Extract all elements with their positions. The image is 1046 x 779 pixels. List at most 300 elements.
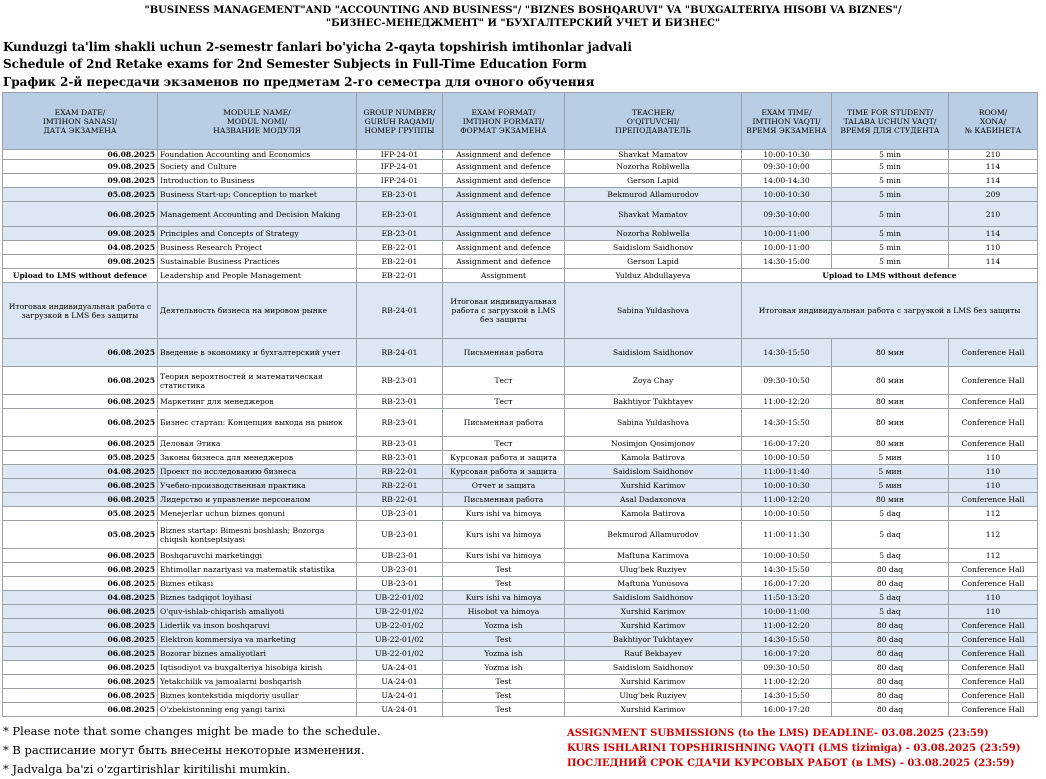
table-cell: Деловая Этика [158, 437, 357, 451]
table-cell: 110 [949, 241, 1038, 255]
table-cell: RB-23-01 [357, 367, 443, 395]
table-cell: Zoya Chay [565, 367, 742, 395]
table-cell: 209 [949, 188, 1038, 202]
header-line-1: "BUSINESS MANAGEMENT"AND "ACCOUNTING AND BUSINESS"/ "BIZNES BOSHQARUVI" VA "BUXGALTERIYA HISOBI VA BIZNES"/ [144, 5, 902, 16]
table-cell: UB-23-01 [357, 549, 443, 563]
table-cell: Test [443, 675, 565, 689]
table-cell: O'quv-ishlab-chiqarish amaliyoti [158, 605, 357, 619]
table-cell: Upload to LMS without defence [3, 269, 158, 283]
table-row [3, 269, 1038, 283]
table-cell: Nosimjon Qosimjonov [565, 437, 742, 451]
table-row [3, 577, 1038, 591]
table-cell: 112 [949, 521, 1038, 549]
table-cell: UA-24-01 [357, 689, 443, 703]
table-row [3, 689, 1038, 703]
table-cell: Test [443, 689, 565, 703]
table-cell: Курсовая работа и защита [443, 451, 565, 465]
table-cell: 110 [949, 465, 1038, 479]
table-cell: 06.08.2025 [3, 577, 158, 591]
table-row [3, 227, 1038, 241]
table-row [3, 283, 1038, 339]
table-row [3, 619, 1038, 633]
column-header-line: MODUL NOMI/ [226, 116, 288, 126]
table-cell: 06.08.2025 [3, 647, 158, 661]
table-cell: Liderlik va inson boshqaruvi [158, 619, 357, 633]
column-header-exam-date [3, 93, 158, 150]
table-cell: 110 [949, 605, 1038, 619]
subtitle-en: Schedule of 2nd Retake exams for 2nd Semester Subjects in Full-Time Education Form [3, 57, 587, 71]
table-cell: Assignment and defence [443, 241, 565, 255]
table-cell: Biznes etikasi [158, 577, 357, 591]
table-cell: Assignment and defence [443, 255, 565, 269]
column-header-room [949, 93, 1038, 150]
table-cell: 80 мин [832, 367, 949, 395]
table-cell: EB-23-01 [357, 227, 443, 241]
table-cell: Maftuna Yunusova [565, 577, 742, 591]
table-cell: 06.08.2025 [3, 563, 158, 577]
table-cell: 80 daq [832, 703, 949, 717]
table-cell: 10:00-10:30 [742, 150, 832, 160]
table-header-row [3, 93, 1038, 150]
table-row [3, 202, 1038, 227]
table-cell: Biznes tadqiqot loyihasi [158, 591, 357, 605]
table-cell: 06.08.2025 [3, 689, 158, 703]
column-header-line: EXAM DATE/ [54, 107, 106, 117]
column-header-group-number [357, 93, 443, 150]
table-cell: 06.08.2025 [3, 675, 158, 689]
column-header-line: GURUH RAQAMI/ [364, 116, 435, 126]
table-row [3, 493, 1038, 507]
column-header-line: TEACHER/ [631, 107, 675, 117]
column-header-line: MODULE NAME/ [223, 107, 291, 117]
table-cell: Upload to LMS without defence [742, 269, 1038, 283]
table-cell: 11:00-11:30 [742, 521, 832, 549]
table-row [3, 647, 1038, 661]
table-row [3, 633, 1038, 647]
table-cell: 5 min [832, 255, 949, 269]
table-cell: 09:30-10:00 [742, 202, 832, 227]
table-cell: 06.08.2025 [3, 395, 158, 409]
column-header-exam-format [443, 93, 565, 150]
table-cell: Письменная работа [443, 339, 565, 367]
table-cell: Yozma ish [443, 619, 565, 633]
table-cell: 80 daq [832, 661, 949, 675]
schedule-table [2, 92, 1038, 717]
table-cell: 06.08.2025 [3, 202, 158, 227]
table-cell: Введение в экономику и бухгалтерский учет [158, 339, 357, 367]
table-cell: 06.08.2025 [3, 549, 158, 563]
table-cell: Conference Hall [949, 661, 1038, 675]
header-line-2: "БИЗНЕС-МЕНЕДЖМЕНТ" И "БУХГАЛТЕРСКИЙ УЧЕТ И БИЗНЕС" [325, 18, 721, 29]
column-header-line: O'QITUVCHI/ [626, 116, 680, 126]
table-cell: Бизнес стартап: Концепция выхода на рынок [158, 409, 357, 437]
table-cell: 04.08.2025 [3, 591, 158, 605]
column-header-line: XONA/ [979, 116, 1007, 126]
table-cell: 5 min [832, 241, 949, 255]
column-header-line: ВРЕМЯ ЭКЗАМЕНА [746, 125, 827, 135]
table-cell: 80 daq [832, 689, 949, 703]
table-cell: Saidislom Saidhonov [565, 465, 742, 479]
table-cell: 16:00-17:20 [742, 647, 832, 661]
table-cell: UB-22-01/02 [357, 605, 443, 619]
column-header-line: НОМЕР ГРУППЫ [364, 125, 435, 135]
table-cell: UB-23-01 [357, 577, 443, 591]
table-cell: Письменная работа [443, 409, 565, 437]
column-header-line: НАЗВАНИЕ МОДУЛЯ [213, 125, 301, 135]
table-cell: Society and Culture [158, 160, 357, 174]
table-cell: UB-22-01/02 [357, 647, 443, 661]
table-cell: Maftuna Karimova [565, 549, 742, 563]
table-cell: 10:00-11:00 [742, 227, 832, 241]
table-cell: Shavkat Mamatov [565, 150, 742, 160]
table-cell: 80 daq [832, 577, 949, 591]
table-row [3, 367, 1038, 395]
table-cell: UA-24-01 [357, 675, 443, 689]
table-cell: 06.08.2025 [3, 367, 158, 395]
table-cell: 80 daq [832, 675, 949, 689]
table-cell: 10:00-10:30 [742, 188, 832, 202]
table-cell: 5 daq [832, 507, 949, 521]
table-cell: 80 мин [832, 493, 949, 507]
table-cell: 06.08.2025 [3, 409, 158, 437]
table-cell: 06.08.2025 [3, 479, 158, 493]
column-header-time-for-student [832, 93, 949, 150]
table-cell: 06.08.2025 [3, 703, 158, 717]
table-cell: 5 daq [832, 591, 949, 605]
table-cell: Итоговая индивидуальная работа с загрузкой в LMS без защиты [3, 283, 158, 339]
table-cell: Xurshid Karimov [565, 605, 742, 619]
table-row [3, 255, 1038, 269]
table-cell: 114 [949, 174, 1038, 188]
note-en: * Please note that some changes might be made to the schedule. [3, 724, 381, 738]
table-cell: Письменная работа [443, 493, 565, 507]
table-cell: Assignment and defence [443, 227, 565, 241]
table-cell: Hisobot va himoya [443, 605, 565, 619]
table-cell: Итоговая индивидуальная работа с загрузкой в LMS без защиты [742, 283, 1038, 339]
table-row [3, 339, 1038, 367]
table-cell: Conference Hall [949, 395, 1038, 409]
table-cell: 06.08.2025 [3, 661, 158, 675]
table-cell: 80 daq [832, 619, 949, 633]
deadline-uz: KURS ISHLARINI TOPSHIRISHNING VAQTI (LMS tizimiga) - 03.08.2025 (23:59) [567, 743, 1021, 754]
table-cell: UB-22-01/02 [357, 619, 443, 633]
table-cell: Leadership and People Management [158, 269, 357, 283]
table-cell: Test [443, 577, 565, 591]
table-cell: 5 daq [832, 549, 949, 563]
table-cell: Ulug'bek Ruziyev [565, 563, 742, 577]
table-cell: 04.08.2025 [3, 241, 158, 255]
table-body [3, 150, 1038, 717]
table-cell: Saidislom Saidhonov [565, 661, 742, 675]
table-cell: Nozorha Roblwella [565, 160, 742, 174]
table-cell: 5 min [832, 202, 949, 227]
column-header-line: ФОРМАТ ЭКЗАМЕНА [460, 125, 547, 135]
table-cell: Ulug'bek Ruziyev [565, 689, 742, 703]
table-cell: 09.08.2025 [3, 174, 158, 188]
table-cell: 06.08.2025 [3, 150, 158, 160]
table-cell: 10:00-10:50 [742, 507, 832, 521]
table-cell: RB-24-01 [357, 283, 443, 339]
table-cell: Conference Hall [949, 493, 1038, 507]
table-cell: UA-24-01 [357, 661, 443, 675]
table-row [3, 174, 1038, 188]
table-cell: 114 [949, 255, 1038, 269]
table-cell: 14:30-15:50 [742, 409, 832, 437]
table-cell: 06.08.2025 [3, 605, 158, 619]
table-row [3, 605, 1038, 619]
table-cell: Test [443, 563, 565, 577]
table-cell: Kurs ishi va himoya [443, 591, 565, 605]
column-header-line: ПРЕПОДАВАТЕЛЬ [615, 125, 691, 135]
column-header-line: ВРЕМЯ ДЛЯ СТУДЕНТА [840, 125, 940, 135]
table-cell: Kurs ishi va himoya [443, 521, 565, 549]
table-cell: Bozorar biznes amaliyotlari [158, 647, 357, 661]
table-cell: 14:30-15:50 [742, 339, 832, 367]
table-cell: 5 min [832, 188, 949, 202]
table-cell: Тест [443, 395, 565, 409]
table-cell: 11:00-12:20 [742, 619, 832, 633]
table-cell: 16:00-17:20 [742, 703, 832, 717]
table-cell: Gerson Lapid [565, 255, 742, 269]
table-cell: 210 [949, 150, 1038, 160]
table-cell: Saidislom Saidhonov [565, 339, 742, 367]
table-cell: 5 min [832, 227, 949, 241]
column-header-line: TALABA UCHUN VAQT/ [843, 116, 937, 126]
table-cell: 110 [949, 451, 1038, 465]
table-cell: 10:00-10:50 [742, 549, 832, 563]
table-cell: Bakhtiyor Tukhtayev [565, 395, 742, 409]
table-cell: 06.08.2025 [3, 437, 158, 451]
table-cell: 11:00-12:20 [742, 675, 832, 689]
table-cell: Conference Hall [949, 619, 1038, 633]
table-row [3, 675, 1038, 689]
table-row [3, 549, 1038, 563]
table-cell: 114 [949, 160, 1038, 174]
table-cell: Conference Hall [949, 339, 1038, 367]
table-cell: Management Accounting and Decision Making [158, 202, 357, 227]
table-cell: 80 daq [832, 563, 949, 577]
note-uz: * Jadvalga ba'zi o'zgartirishlar kiritilishi mumkin. [3, 762, 291, 776]
column-header-line: EXAM FORMAT/ [471, 107, 536, 117]
table-cell: EB-23-01 [357, 188, 443, 202]
subtitle-uz: Kunduzgi ta'lim shakli uchun 2-semestr fanlari bo'yicha 2-qayta topshirish imtihonlar jadvali [3, 40, 632, 54]
column-header-line: IMTIHON VAQTI/ [752, 116, 821, 126]
table-cell: RB-23-01 [357, 409, 443, 437]
table-cell: Introduction to Business [158, 174, 357, 188]
table-row [3, 563, 1038, 577]
table-cell: 80 мин [832, 409, 949, 437]
table-cell: EB-22-01 [357, 269, 443, 283]
table-cell: Principles and Concepts of Strategy [158, 227, 357, 241]
table-cell: Rauf Bekbayev [565, 647, 742, 661]
table-cell: Foundation Accounting and Economics [158, 150, 357, 160]
table-cell: RB-23-01 [357, 395, 443, 409]
table-row [3, 479, 1038, 493]
table-cell: UB-22-01/02 [357, 591, 443, 605]
table-cell: 5 мин [832, 465, 949, 479]
deadline-ru: ПОСЛЕДНИЙ СРОК СДАЧИ КУРСОВЫХ РАБОТ (в LMS) - 03.08.2025 (23:59) [567, 758, 1015, 769]
table-cell: Проект по исследованию бизнеса [158, 465, 357, 479]
table-cell: 112 [949, 549, 1038, 563]
table-row [3, 661, 1038, 675]
table-cell: Shavkat Mamatov [565, 202, 742, 227]
table-cell: Bekmurod Allamurodov [565, 521, 742, 549]
table-row [3, 521, 1038, 549]
table-cell: 05.08.2025 [3, 451, 158, 465]
column-header-line: ДАТА ЭКЗАМЕНА [43, 125, 117, 135]
table-cell: Conference Hall [949, 563, 1038, 577]
table-cell: 16:00-17:20 [742, 437, 832, 451]
table-cell: Business Start-up: Conception to market [158, 188, 357, 202]
table-cell: Test [443, 703, 565, 717]
table-cell: UB-23-01 [357, 507, 443, 521]
table-cell: 11:50-13:20 [742, 591, 832, 605]
table-cell: 114 [949, 227, 1038, 241]
table-cell: 14:30-15:50 [742, 689, 832, 703]
table-cell: 80 мин [832, 339, 949, 367]
table-cell: Sustainable Business Practices [158, 255, 357, 269]
table-cell: 06.08.2025 [3, 339, 158, 367]
table-cell: 09:30-10:50 [742, 367, 832, 395]
table-cell: Biznes startap: Bimesni boshlash; Bozorga chiqish kontseptsiyasi [158, 521, 357, 549]
table-cell: RB-23-01 [357, 437, 443, 451]
table-cell: RB-23-01 [357, 451, 443, 465]
table-cell: 05.08.2025 [3, 507, 158, 521]
table-row [3, 241, 1038, 255]
table-cell: 5 min [832, 160, 949, 174]
table-cell: RB-22-01 [357, 493, 443, 507]
table-cell: Yetakchilik va jamoalarni boshqarish [158, 675, 357, 689]
table-cell: Gerson Lapid [565, 174, 742, 188]
table-cell: Test [443, 633, 565, 647]
table-cell: Kurs ishi va himoya [443, 507, 565, 521]
table-cell: EB-22-01 [357, 241, 443, 255]
table-cell: Conference Hall [949, 437, 1038, 451]
table-row [3, 409, 1038, 437]
notes [3, 722, 381, 779]
table-cell: 16:00-17:20 [742, 577, 832, 591]
table-cell: 80 daq [832, 647, 949, 661]
table-cell: Лидерство и управление персоналом [158, 493, 357, 507]
table-cell: UA-24-01 [357, 703, 443, 717]
table-cell: Conference Hall [949, 675, 1038, 689]
table-cell: 210 [949, 202, 1038, 227]
table-cell: Conference Hall [949, 633, 1038, 647]
deadline-en: ASSIGNMENT SUBMISSIONS (to the LMS) DEADLINE- 03.08.2025 (23:59) [567, 728, 989, 739]
table-cell: 80 мин [832, 437, 949, 451]
table-cell: Sabina Yuldashova [565, 409, 742, 437]
table-cell: 11:00-11:40 [742, 465, 832, 479]
table-cell: Тест [443, 367, 565, 395]
subtitle-ru: График 2-й пересдачи экзаменов по предметам 2-го семестра для очного обучения [3, 75, 595, 89]
table-cell: Отчет и защита [443, 479, 565, 493]
table-cell: 14:00-14:30 [742, 174, 832, 188]
table-cell: 5 мин [832, 479, 949, 493]
table-cell: 05.08.2025 [3, 188, 158, 202]
note-ru: * В расписание могут быть внесены некоторые изменения. [3, 743, 365, 757]
table-cell: O'zbekistonning eng yangi tarixi [158, 703, 357, 717]
table-cell: Kurs ishi va himoya [443, 549, 565, 563]
table-cell: Nozorha Roblwella [565, 227, 742, 241]
column-header-line: № КАБИНЕТА [964, 125, 1022, 135]
table-cell: Kamola Batirova [565, 451, 742, 465]
table-cell: UB-23-01 [357, 563, 443, 577]
table-cell: IFP-24-01 [357, 160, 443, 174]
table-cell: 11:00-12:20 [742, 395, 832, 409]
table-cell: Conference Hall [949, 577, 1038, 591]
table-cell: 14:30-15:50 [742, 633, 832, 647]
table-cell: 09:30-10:00 [742, 160, 832, 174]
table-row [3, 437, 1038, 451]
column-header-teacher [565, 93, 742, 150]
table-row [3, 188, 1038, 202]
table-cell: 05.08.2025 [3, 521, 158, 549]
table-cell: Учебно-производственная практика [158, 479, 357, 493]
table-cell: 112 [949, 507, 1038, 521]
table-cell: 09.08.2025 [3, 255, 158, 269]
table-row [3, 465, 1038, 479]
table-cell: 09:30-10:50 [742, 661, 832, 675]
column-header-line: IMTIHON FORMATI/ [462, 116, 545, 126]
table-cell: Menejerlar uchun biznes qonuni [158, 507, 357, 521]
table-cell: 5 min [832, 150, 949, 160]
table-cell: EB-22-01 [357, 255, 443, 269]
table-cell: 5 мин [832, 451, 949, 465]
table-row [3, 160, 1038, 174]
table-cell: 10:00-10:50 [742, 451, 832, 465]
table-cell: RB-24-01 [357, 339, 443, 367]
table-cell: 14:30-15:50 [742, 563, 832, 577]
table-cell: 06.08.2025 [3, 633, 158, 647]
table-cell: Assignment and defence [443, 188, 565, 202]
table-cell: Теория вероятностей и математическая статистика [158, 367, 357, 395]
table-cell: Bakhtiyor Tukhtayev [565, 633, 742, 647]
table-cell: Biznes kontekstida miqdoriy usullar [158, 689, 357, 703]
table-cell: 5 min [832, 174, 949, 188]
table-cell: 5 daq [832, 605, 949, 619]
table-cell: RB-22-01 [357, 465, 443, 479]
table-cell: Conference Hall [949, 367, 1038, 395]
table-cell: Assignment [443, 269, 565, 283]
table-cell: Assignment and defence [443, 174, 565, 188]
table-cell: 11:00-12:20 [742, 493, 832, 507]
table-row [3, 507, 1038, 521]
table-cell: Итоговая индивидуальная работа с загрузкой в LMS без защиты [443, 283, 565, 339]
table-cell: Conference Hall [949, 703, 1038, 717]
column-header-line: EXAM TIME/ [761, 107, 812, 117]
table-cell: 10:00-11:00 [742, 241, 832, 255]
column-header-line: TIME FOR STUDENT/ [847, 107, 933, 117]
table-row [3, 451, 1038, 465]
table-cell: 110 [949, 479, 1038, 493]
table-cell: Assignment and defence [443, 160, 565, 174]
table-cell: 80 мин [832, 395, 949, 409]
table-cell: 09.08.2025 [3, 227, 158, 241]
deadlines [567, 726, 1020, 771]
table-row [3, 703, 1038, 717]
table-cell: Yozma ish [443, 661, 565, 675]
table-cell: Законы бизнеса для менеджеров [158, 451, 357, 465]
table-cell: Деятельность бизнеса на мировом рынке [158, 283, 357, 339]
table-cell: 09.08.2025 [3, 160, 158, 174]
column-header-line: ROOM/ [978, 107, 1008, 117]
table-cell: Business Research Project [158, 241, 357, 255]
column-header-line: IMTIHON SANASI/ [42, 116, 118, 126]
table-cell: Asal Dadaxonova [565, 493, 742, 507]
table-cell: Conference Hall [949, 689, 1038, 703]
table-cell: IFP-24-01 [357, 174, 443, 188]
table-cell: Yulduz Abdullayeva [565, 269, 742, 283]
